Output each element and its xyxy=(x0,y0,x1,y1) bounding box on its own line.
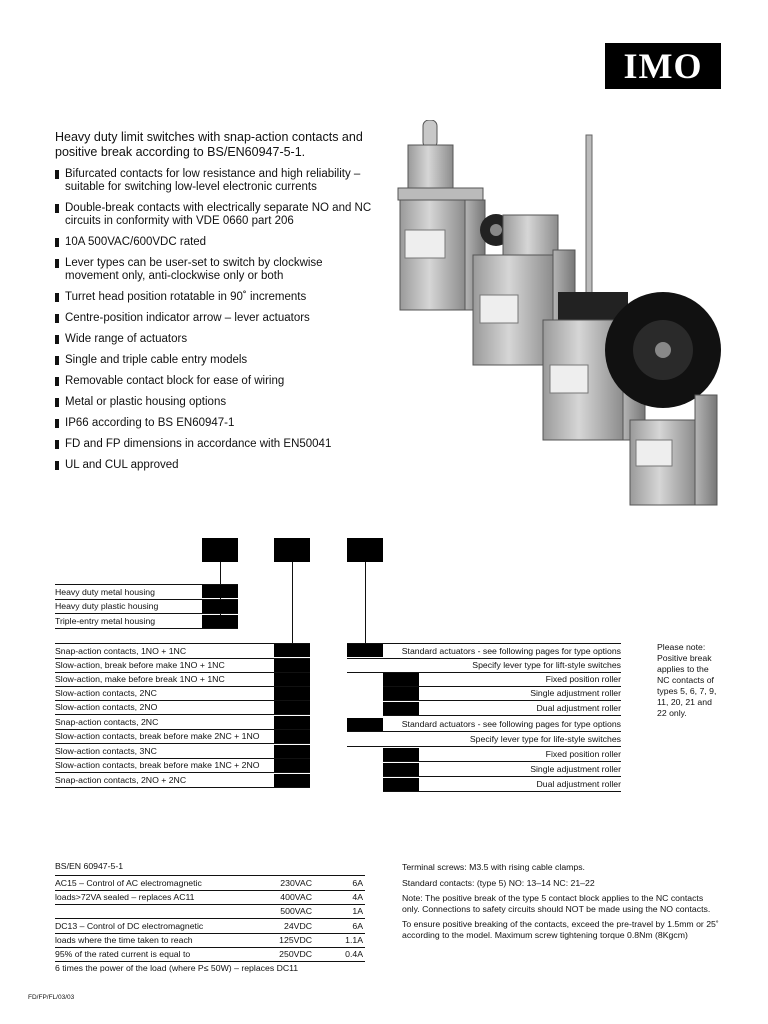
code-cell xyxy=(274,716,310,729)
feature-item: Turret head position rotatable in 90˚ increments xyxy=(55,291,375,304)
feature-list xyxy=(55,168,375,480)
code-cell xyxy=(274,759,310,772)
contact-option: Slow-action contacts, 2NC xyxy=(55,686,310,701)
code-cell xyxy=(383,778,419,791)
actuator-option: Standard actuators - see following pages for type options xyxy=(347,643,621,659)
rating-row: 95% of the rated current is equal to 250VDC 0.4A xyxy=(55,947,365,962)
contact-option: Slow-action contacts, 3NC xyxy=(55,744,310,759)
housing-option: Heavy duty metal housing xyxy=(55,584,238,600)
bullet-marker xyxy=(55,419,59,428)
code-cell xyxy=(383,748,419,761)
bullet-marker xyxy=(55,259,59,268)
bullet-marker xyxy=(55,461,59,470)
code-cell xyxy=(202,615,238,628)
contact-option: Slow-action contacts, break before make 1NC + 2NO xyxy=(55,758,310,773)
actuator-option: Standard actuators - see following pages for type options xyxy=(347,717,621,732)
bullet-marker xyxy=(55,293,59,302)
bullet-marker xyxy=(55,204,59,213)
rating-row: DC13 – Control of DC electromagnetic 24VDC 6A xyxy=(55,919,365,934)
rating-row: AC15 – Control of AC electromagnetic 230VAC 6A xyxy=(55,875,365,891)
bullet-marker xyxy=(55,377,59,386)
housing-option: Heavy duty plastic housing xyxy=(55,599,238,614)
feature-item: Removable contact block for ease of wiring xyxy=(55,375,375,388)
code-cell xyxy=(383,673,419,686)
feature-item: UL and CUL approved xyxy=(55,459,375,472)
feature-item: Centre-position indicator arrow – lever actuators xyxy=(55,312,375,325)
code-cell xyxy=(274,730,310,743)
feature-item: 10A 500VAC/600VDC rated xyxy=(55,236,375,249)
code-cell xyxy=(347,644,383,657)
code-cell xyxy=(274,774,310,787)
rating-row: loads>72VA sealed – replaces AC11 400VAC 4A xyxy=(55,890,365,905)
feature-item: Bifurcated contacts for low resistance and high reliability – suitable for switching low-level electronic currents xyxy=(55,168,375,194)
connector-line xyxy=(365,562,366,644)
contact-option: Snap-action contacts, 2NO + 2NC xyxy=(55,773,310,788)
code-cell xyxy=(202,585,238,598)
code-box-contacts xyxy=(274,538,310,562)
terminal-screws-text: Terminal screws: M3.5 with rising cable clamps. xyxy=(402,862,585,872)
standard-contacts-text: Standard contacts: (type 5) NO: 13–14 NC: 21–22 xyxy=(402,877,595,888)
actuator-option: Dual adjustment roller xyxy=(383,777,621,792)
bullet-marker xyxy=(55,440,59,449)
limit-switch-product-photo xyxy=(378,120,723,515)
contact-option: Slow-action contacts, break before make 2NC + 1NO xyxy=(55,729,310,744)
intro-text: Heavy duty limit switches with snap-action contacts and positive break according to BS/EN60947-5-1. xyxy=(55,130,363,159)
feature-item: Wide range of actuators xyxy=(55,333,375,346)
housing-option: Triple-entry metal housing xyxy=(55,614,238,629)
actuator-option: Fixed position roller xyxy=(383,747,621,762)
bullet-marker xyxy=(55,314,59,323)
bullet-marker xyxy=(55,170,59,179)
actuator-option: Specify lever type for lift-style switches xyxy=(347,658,621,673)
code-cell xyxy=(383,763,419,776)
feature-item: Lever types can be user-set to switch by clockwise movement only, anti-clockwise only or both xyxy=(55,257,375,283)
feature-item: Double-break contacts with electrically separate NO and NC circuits in conformity with VDE 0660 part 206 xyxy=(55,202,375,228)
code-cell xyxy=(274,673,310,686)
rating-table-title: BS/EN 60947-5-1 xyxy=(55,861,124,871)
code-cell xyxy=(383,702,419,715)
feature-item: Metal or plastic housing options xyxy=(55,396,375,409)
terminal-info xyxy=(402,862,720,945)
code-cell xyxy=(274,701,310,714)
bullet-marker xyxy=(55,335,59,344)
feature-item: IP66 according to BS EN60947-1 xyxy=(55,417,375,430)
positive-break-note: Please note: Positive break applies to the NC contacts of types 5, 6, 7, 9, 11, 20, 21 and 22 only. xyxy=(657,642,717,718)
contact-option: Snap-action contacts, 1NO + 1NC xyxy=(55,643,310,659)
contact-option: Slow-action, make before break 1NO + 1NC xyxy=(55,672,310,687)
code-cell xyxy=(274,644,310,657)
actuator-option: Dual adjustment roller xyxy=(383,701,621,716)
connector-line xyxy=(292,562,293,644)
code-box-housing xyxy=(202,538,238,562)
rating-table-footnote: 6 times the power of the load (where P≤ 50W) – replaces DC11 xyxy=(55,963,299,973)
pretravel-note: To ensure positive breaking of the contacts, exceed the pre-travel by 1.5mm or 25˚ according to the model. Maximum screw tightening torque 0.8Nm (8Kgcm) xyxy=(402,919,719,940)
code-cell xyxy=(274,659,310,672)
feature-item: Single and triple cable entry models xyxy=(55,354,375,367)
imo-logo: IMO xyxy=(605,43,721,89)
code-box-actuator xyxy=(347,538,383,562)
code-cell xyxy=(347,718,383,731)
bullet-marker xyxy=(55,398,59,407)
code-cell xyxy=(274,745,310,758)
code-cell xyxy=(202,600,238,613)
rating-row: loads where the time taken to reach 125VDC 1.1A xyxy=(55,933,365,948)
positive-break-type5-note: Note: The positive break of the type 5 contact block applies to the NC contacts only. Connections to safety circuits should NOT be made using the NO contacts. xyxy=(402,893,711,914)
code-cell xyxy=(274,687,310,700)
rating-row: 500VAC 1A xyxy=(55,904,365,919)
contact-option: Slow-action, break before make 1NO + 1NC xyxy=(55,658,310,673)
contact-option: Snap-action contacts, 2NC xyxy=(55,715,310,730)
contact-option: Slow-action contacts, 2NO xyxy=(55,700,310,715)
feature-item: FD and FP dimensions in accordance with EN50041 xyxy=(55,438,375,451)
bullet-marker xyxy=(55,238,59,247)
bullet-marker xyxy=(55,356,59,365)
code-cell xyxy=(383,687,419,700)
actuator-option: Single adjustment roller xyxy=(383,762,621,777)
actuator-option: Specify lever type for life-style switches xyxy=(347,732,621,747)
document-code: FD/FP/FL/03/03 xyxy=(28,994,75,1001)
actuator-option: Fixed position roller xyxy=(383,672,621,687)
actuator-option: Single adjustment roller xyxy=(383,686,621,701)
